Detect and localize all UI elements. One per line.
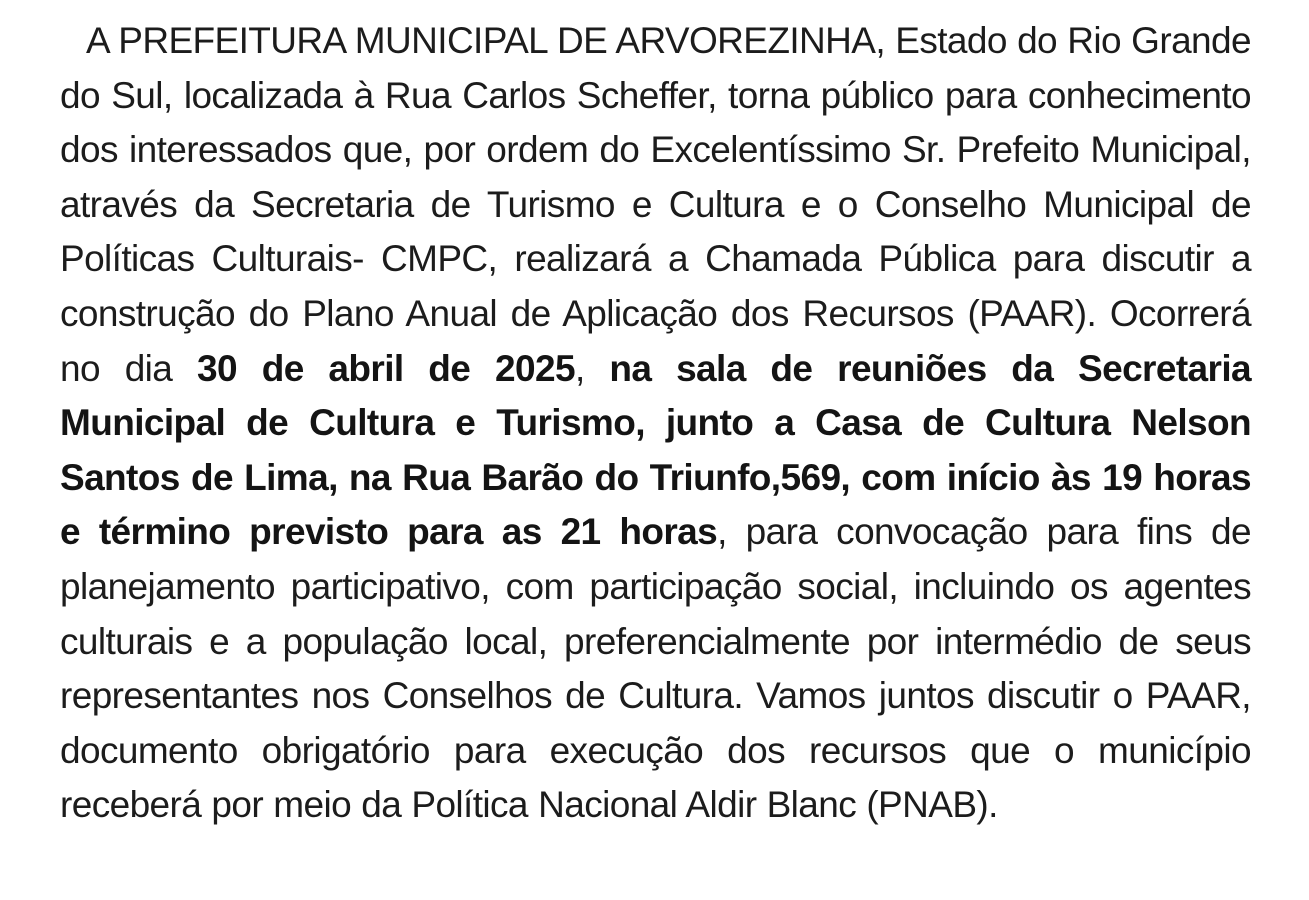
notice-text-intro: A PREFEITURA MUNICIPAL DE ARVOREZINHA, Estado do Rio Grande do Sul, localizada à Rua Carlos Scheffer, torna público para conhecimento dos interessados que, por ordem do Excelentíssimo Sr. Prefeito Municipal, através da Secretaria de Turismo e Cultura e o Conselho Municipal de Políticas Culturais- CMPC, realizará a Chamada Pública para discutir a construção do Plano Anual de Aplicação dos Recursos (PAAR). Ocorrerá no dia (60, 20, 1251, 389)
notice-text-closing: , para convocação para fins de planejamento participativo, com participação social, incluindo os agentes culturais e a população local, preferencialmente por intermédio de seus representantes nos Conselhos de Cultura. Vamos juntos discutir o PAAR, documento obrigatório para execução dos recursos que o município receberá por meio da Política Nacional Aldir Blanc (PNAB). (60, 511, 1251, 826)
public-notice-paragraph (60, 14, 1251, 833)
notice-date: 30 de abril de 2025 (197, 347, 575, 389)
notice-text-comma: , (574, 347, 610, 389)
notice-venue-and-time: na sala de reuniões da Secretaria Municipal de Cultura e Turismo, junto a Casa de Cultura Nelson Santos de Lima, na Rua Barão do Triunfo,569, com início às 19 horas e término previsto para as 21 horas (60, 347, 1251, 553)
